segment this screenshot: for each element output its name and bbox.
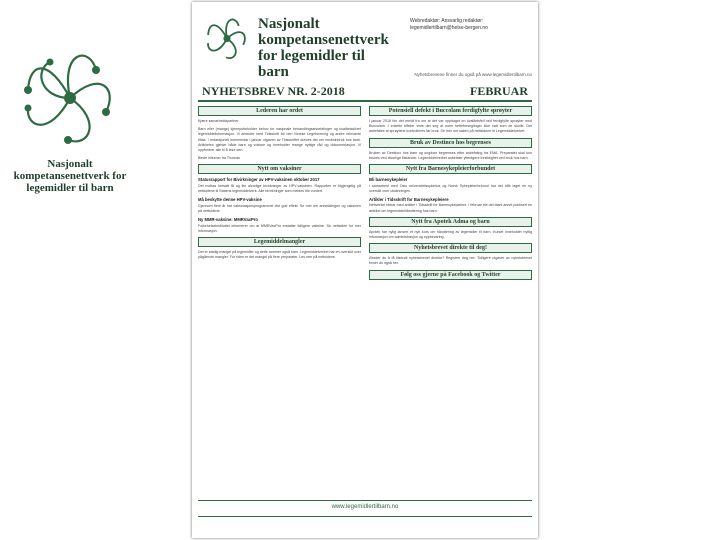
issue-month: FEBRUAR [469, 84, 528, 98]
subsection-title: Bli barnesykepleier [369, 177, 408, 183]
masthead-contact: Webredaktør: Ansvarlig redaktør: legemidlertilbarn@helse-bergen.no [410, 18, 488, 31]
section-heading: Nytt fra Apotek Adma og barn [369, 217, 532, 227]
bottom-rule [198, 516, 532, 517]
newsletter-page [192, 2, 538, 538]
subsection-title: Artikler i Tidsskrift for Barnesykepleiere [369, 196, 449, 202]
section-paragraph: I januar 2018 ble det meldt fra om at det var oppdaget en kvalitetsfeil ved ferdigfylte sprøyter med Buccolam. I enkelte tilfeller viste det seg at noen hetteforseglinger ikke satt som de skulle. Det anbefales at sprøytene kontrolleres før bruk. Se mer om saken på nettsidene til Legemiddelverket. [369, 119, 532, 134]
section-heading: Nytt fra Barnesykepleierforbundet [369, 164, 532, 174]
section-paragraph: Ønsker du å få tilsendt nyhetsbrevet direkte? Registrer deg her. Tidligere utgaver av nyhetsbrevet finner du også her. [369, 256, 532, 266]
section-paragraph: Barn eller (mange) kjenepsbeholder behov for nasjonale behandlingsanbefalinger og kvalitetssikret legemiddelinformasjon. Vi arbeider med Tidsskrift for den Norske Legeforening og andre relevante tiltak. I redaksjonell kommentar i januar utgaven av Tidsskriftet skrives det om medisinbruk hos barn. Artikkelen gjelder både barn og voksne og inneholder mange nyttige råd og dokumentasjon. Vi oppfordrer alle til å lese den. [198, 127, 361, 153]
left-logo [10, 40, 130, 200]
section-paragraph: Kjære samarbeidspartner [198, 119, 239, 123]
section-heading: Bruk av Destinco hos begrenses [369, 138, 532, 148]
section-heading: Lederen har ordet [198, 106, 361, 116]
subsection-title: Ny MMR-vaksine: MMRVaxPro [198, 217, 258, 223]
subsection-title: Må beskytte denne HPV-vaksine [198, 197, 262, 203]
section-paragraph: Det er stadig mangel på legemidler og dette rammer også barn. Legemiddelverket har en oversikt over pågående mangler. For tiden er det mangel på flere preparater. Les mer på nettsidene. [198, 250, 362, 260]
left-column [198, 106, 361, 264]
subsection-text: I samarbeid med Oslo universitetssykehus og Norsk Sykepleierforbund har det blitt laget en ny oversikt over utdanningen. [369, 183, 532, 193]
issue-title: NYHETSBREV NR. 2-2018 [202, 84, 345, 98]
section-paragraph: Apotek har nylig lansert et nytt kurs om håndtering av legemidler til barn. Kurset inneholder nyttig informasjon om administrasjon og oppbevaring. [369, 229, 532, 240]
section-heading: Følg oss gjerne på Facebook og Twitter [369, 270, 532, 280]
masthead-logo-icon [200, 12, 254, 66]
section-heading: Nyhetsbrevet direkte til deg! [369, 243, 532, 253]
section-paragraph: Beste hilsener fra Thomas [198, 156, 240, 161]
subsection-text: Det mottas fortsatt få og lite alvorlige bivirkninger av HPV-vaksinen. Rapporten er tilgjengelig på nettsidene til Statens legemiddelverk. Alle bivirkninger som meldes blir vurdert. [198, 183, 361, 194]
subsection-text: Folkehelseinstituttet informerer om at MMRVaxPro erstatter tidligere vaksine. Se nettsiden for mer informasjon. [198, 223, 361, 233]
subsection-text: Gjennom flere år har vaksinasjonsprogrammet vist god effekt. Se mer om anbefalingen og vaksinen på nettsidene. [198, 203, 361, 214]
masthead-web-note[interactable]: Nyhetsbrevene finner du også på www.legemidlertilbarn.no [414, 72, 532, 77]
right-column [369, 106, 532, 283]
masthead [198, 10, 532, 80]
masthead-title: Nasjonalt kompetansenettverk for legemidler til barn [258, 16, 389, 80]
section-paragraph: Bruken av Destinco hos barn og ungdom begrenses etter anbefaling fra EMA. Preparatet skal kun brukes ved alvorlige tilstander. Legemiddelverket anbefaler ytterligere forsiktighet ved bruk hos barn. [369, 150, 532, 160]
section-heading: Potensiell defekt i Buccolam ferdigfylte sprøyter [369, 106, 532, 116]
subsection-text: Nettverket bidrar med artikler i Tidsskrift for Barnesykepleiere. I februar ble det blant annet publisert en artikkel om legemiddelhåndtering hos barn. [369, 203, 532, 213]
left-logo-text: Nasjonalt kompetansenettverk for legemidler til barn [13, 158, 127, 194]
issue-bar [198, 82, 532, 102]
section-heading: Nytt om vaksiner [198, 164, 361, 174]
section-heading: Legemiddelmangler [198, 237, 361, 247]
footer-website[interactable]: www.legemidlertilbarn.no [198, 500, 532, 510]
network-logo-icon [10, 40, 130, 158]
subsection-title: Statusrapport for Bivirkninger av HPV-vaksinen oktober 2017 [198, 177, 320, 183]
